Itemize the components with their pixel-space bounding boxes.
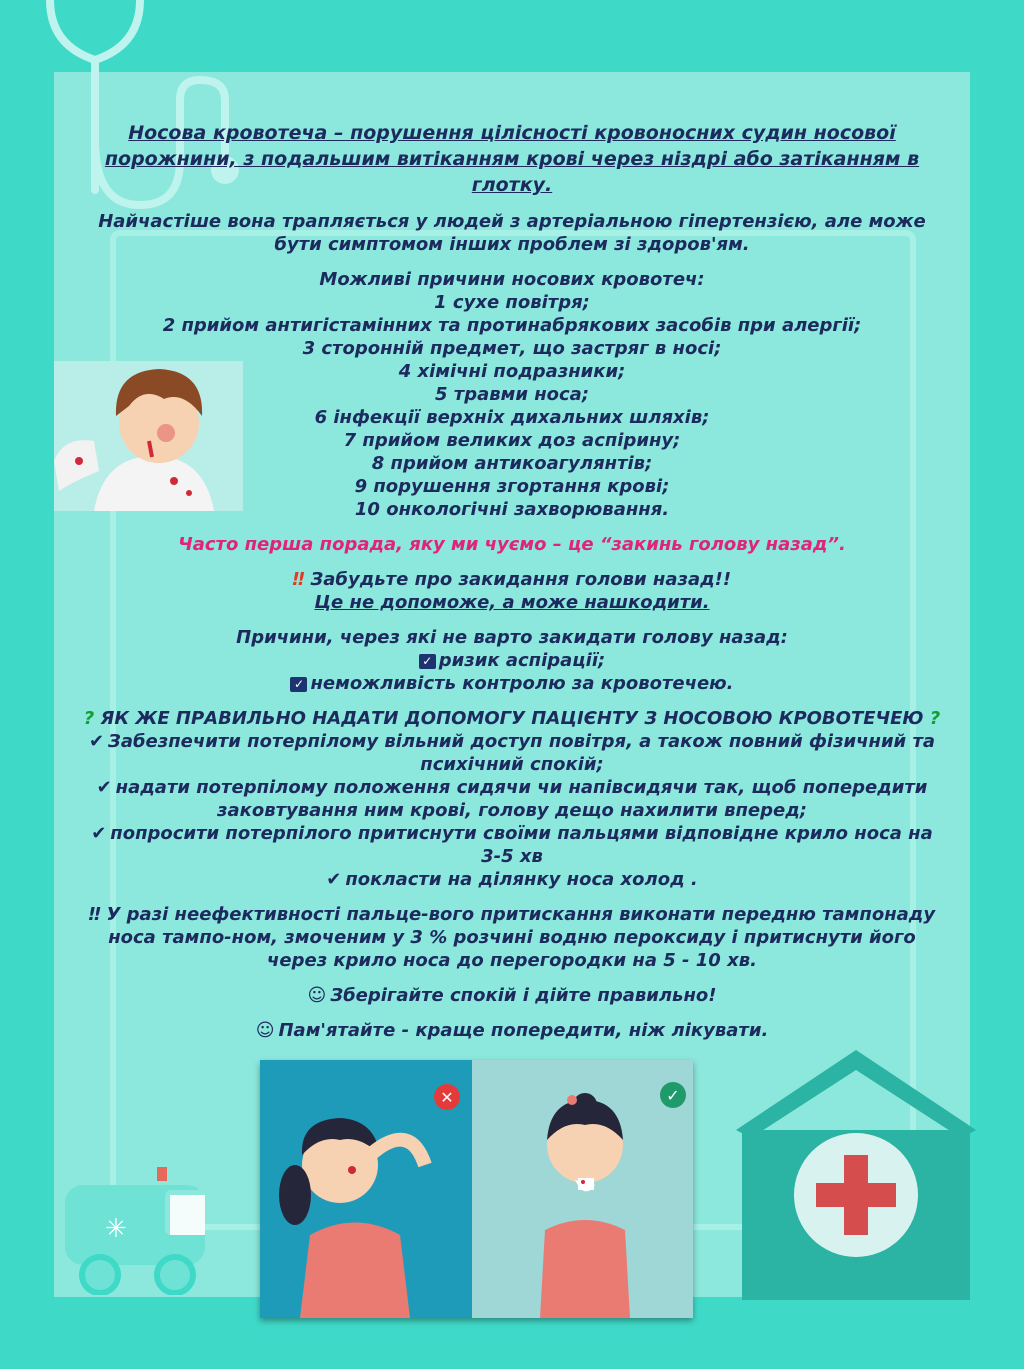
- cause-item: 4 хімічні подразники;: [398, 361, 626, 382]
- causes-heading: Можливі причини носових кровотеч:: [319, 269, 705, 290]
- remember-line: ☺ Пам'ятайте - краще попередити, ніж лікувати.: [255, 1020, 769, 1041]
- double-exclamation-icon: ‼: [292, 569, 305, 590]
- right-mark-icon: [660, 1082, 686, 1108]
- cause-item: 6 інфекції верхніх дихальних шляхів;: [314, 407, 710, 428]
- svg-text:✕: ✕: [440, 1088, 454, 1107]
- reason-item: ✓ неможливість контролю за кровотечею.: [80, 672, 944, 695]
- smile-icon: ☺: [255, 1020, 275, 1041]
- step-item: ✔ Забезпечити потерпілому вільний доступ повітря, а також повний фізичний та психічний спокій;: [88, 731, 936, 775]
- head-position-illustration: [260, 1060, 693, 1318]
- check-icon: ✔: [326, 869, 342, 890]
- main-text: [80, 120, 944, 1042]
- cause-item: 1 сухе повітря;: [434, 292, 590, 313]
- tamponade-text: ‼ У разі неефективності пальце-вого притискання виконати передню тампонаду носа тампо-ном, змоченим у 3 % розчині водню пероксиду і притиснути його через крило носа до перегородки на 5 - 10 хв.: [88, 904, 936, 971]
- warning-line: [80, 568, 944, 591]
- step-item: ✔ попросити потерпілого притиснути своїми пальцями відповідне крило носа на 3-5 хв: [91, 823, 933, 867]
- cause-item: 7 прийом великих доз аспірину;: [343, 430, 681, 451]
- svg-text:✓: ✓: [666, 1086, 680, 1105]
- step-item: ✔ покласти на ділянку носа холод .: [326, 869, 698, 890]
- checkbox-icon: ✓: [290, 677, 307, 692]
- reason-item: ✓ ризик аспірації;: [80, 649, 944, 672]
- ambulance-icon: [55, 1155, 225, 1295]
- page-title: Носова кровотеча – порушення цілісності кровоносних судин носової порожнини, з подальшим витіканням крові через ніздрі або затіканням в глотку.: [104, 122, 920, 196]
- cause-item: 9 порушення згортання крові;: [354, 476, 670, 497]
- cause-item: 3 сторонній предмет, що застряг в носі;: [302, 338, 722, 359]
- warning-text: Забудьте про закидання голови назад!!: [310, 569, 732, 590]
- check-icon: ✔: [91, 823, 107, 844]
- check-icon: ✔: [88, 731, 105, 752]
- calm-line: ☺ Зберігайте спокій і дійте правильно!: [307, 985, 717, 1006]
- svg-text:✳: ✳: [105, 1214, 127, 1244]
- warning-subtext: Це не допоможе, а може нашкодити.: [314, 592, 710, 613]
- cause-item: 10 онкологічні захворювання.: [354, 499, 670, 520]
- checkbox-icon: ✓: [419, 654, 436, 669]
- intro-text: Найчастіше вона трапляється у людей з артеріальною гіпертензією, але може бути симптомом інших проблем зі здоров'ям.: [98, 211, 926, 255]
- reasons-heading: Причини, через які не варто закидати голову назад:: [236, 627, 788, 648]
- advice-line: Часто перша порада, яку ми чуємо – це “закинь голову назад”.: [178, 534, 846, 555]
- wrong-mark-icon: [434, 1084, 460, 1110]
- question-icon: ?: [929, 708, 941, 729]
- cause-item: 5 травми носа;: [434, 384, 590, 405]
- check-icon: ✔: [96, 777, 112, 798]
- step-item: ✔ надати потерпілому положення сидячи чи напівсидячи так, щоб попередити заковтування ним крові, голову дещо нахилити вперед;: [96, 777, 928, 821]
- question-icon: ?: [83, 708, 95, 729]
- help-heading: ? ЯК ЖЕ ПРАВИЛЬНО НАДАТИ ДОПОМОГУ ПАЦІЄНТУ З НОСОВОЮ КРОВОТЕЧЕЮ ?: [83, 708, 941, 729]
- cause-item: 8 прийом антикоагулянтів;: [371, 453, 653, 474]
- smile-icon: ☺: [307, 985, 327, 1006]
- hospital-icon: [736, 1050, 976, 1300]
- cause-item: 2 прийом антигістамінних та протинабрякових засобів при алергії;: [162, 315, 862, 336]
